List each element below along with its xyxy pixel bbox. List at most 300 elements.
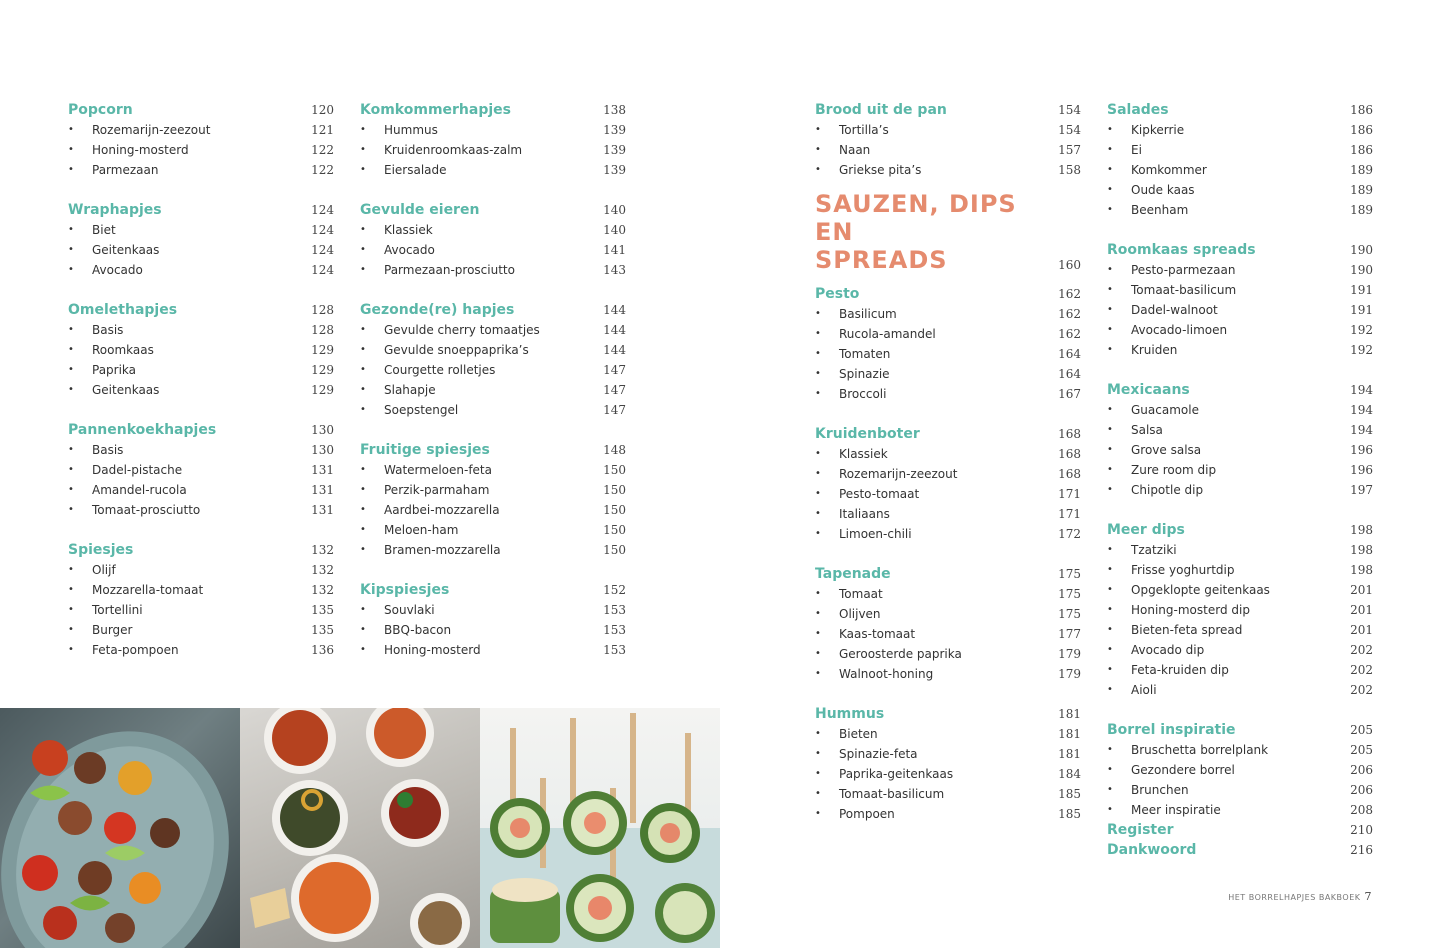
entry-label-wrap xyxy=(815,304,897,324)
entry-page-number: 150 xyxy=(603,543,626,557)
bullet-icon: • xyxy=(815,164,821,175)
bullet-icon: • xyxy=(68,324,74,335)
toc-entry[interactable] xyxy=(1107,340,1373,360)
entry-page-number: 185 xyxy=(1058,787,1081,801)
entry-label: Meer inspiratie xyxy=(1131,803,1221,817)
footer-page-number: 7 xyxy=(1364,890,1372,903)
entry-label-wrap xyxy=(815,484,919,504)
toc-entry[interactable] xyxy=(815,764,1081,784)
entry-label: Tomaat-prosciutto xyxy=(92,503,201,517)
bullet-icon: • xyxy=(360,124,366,135)
bullet-icon: • xyxy=(360,144,366,155)
toc-entry[interactable] xyxy=(68,140,334,160)
section-page-number: 128 xyxy=(311,303,334,317)
toc-entry[interactable] xyxy=(68,220,334,240)
toc-entry[interactable] xyxy=(360,160,626,180)
entry-label: Biet xyxy=(92,223,116,237)
toc-entry[interactable] xyxy=(68,120,334,140)
toc-entry[interactable] xyxy=(815,784,1081,804)
bullet-icon: • xyxy=(1107,184,1113,195)
toc-section-heading[interactable] xyxy=(360,200,626,220)
toc-entry[interactable] xyxy=(360,400,626,420)
section-page-number: 132 xyxy=(311,543,334,557)
entry-page-number: 144 xyxy=(603,323,626,337)
entry-label: Rozemarijn-zeezout xyxy=(92,123,211,137)
entry-page-number: 153 xyxy=(603,623,626,637)
entry-page-number: 121 xyxy=(311,123,334,137)
entry-label: Pesto-parmezaan xyxy=(1131,263,1236,277)
entry-page-number: 122 xyxy=(311,143,334,157)
toc-entry[interactable] xyxy=(815,120,1081,140)
entry-label-wrap xyxy=(1107,760,1235,780)
bullet-icon: • xyxy=(68,124,74,135)
entry-label: Oude kaas xyxy=(1131,183,1195,197)
chapter-heading[interactable] xyxy=(815,190,1081,274)
section-title: Komkommerhapjes xyxy=(360,102,511,118)
toc-section-heading[interactable] xyxy=(360,300,626,320)
entry-label-wrap xyxy=(815,364,890,384)
entry-label: Geitenkaas xyxy=(92,243,160,257)
toc-section xyxy=(815,100,1081,180)
toc-entry[interactable] xyxy=(68,640,334,660)
toc-entry[interactable] xyxy=(815,384,1081,404)
toc-section xyxy=(68,540,334,660)
toc-entry[interactable] xyxy=(360,360,626,380)
entry-label-wrap xyxy=(68,500,200,520)
toc-section-heading[interactable] xyxy=(1107,840,1373,860)
bullet-icon: • xyxy=(1107,404,1113,415)
bullet-icon: • xyxy=(1107,584,1113,595)
toc-entry[interactable] xyxy=(815,504,1081,524)
bullet-icon: • xyxy=(815,448,821,459)
entry-label-wrap xyxy=(1107,780,1189,800)
toc-section xyxy=(68,200,334,280)
toc-entry[interactable] xyxy=(1107,300,1373,320)
entry-page-number: 131 xyxy=(311,483,334,497)
entry-page-number: 147 xyxy=(603,403,626,417)
toc-entry[interactable] xyxy=(1107,260,1373,280)
toc-entry[interactable] xyxy=(1107,320,1373,340)
toc-section xyxy=(1107,820,1373,840)
bullet-icon: • xyxy=(1107,564,1113,575)
entry-page-number: 175 xyxy=(1058,587,1081,601)
entry-page-number: 154 xyxy=(1058,123,1081,137)
bullet-icon: • xyxy=(1107,664,1113,675)
bullet-icon: • xyxy=(815,628,821,639)
entry-label: Komkommer xyxy=(1131,163,1207,177)
toc-entry[interactable] xyxy=(360,220,626,240)
bullet-icon: • xyxy=(360,364,366,375)
photo-strip xyxy=(0,708,720,948)
entry-label-wrap xyxy=(1107,200,1188,220)
entry-label-wrap xyxy=(360,380,436,400)
toc-entry[interactable] xyxy=(68,580,334,600)
toc-entry[interactable] xyxy=(1107,480,1373,500)
toc-section-heading[interactable] xyxy=(360,440,626,460)
toc-entry[interactable] xyxy=(815,464,1081,484)
entry-label-wrap xyxy=(360,500,500,520)
entry-label: Zure room dip xyxy=(1131,463,1217,477)
entry-label-wrap xyxy=(1107,600,1250,620)
toc-section-heading[interactable] xyxy=(1107,100,1373,120)
toc-column-4 xyxy=(1107,100,1373,860)
bullet-icon: • xyxy=(815,808,821,819)
entry-page-number: 184 xyxy=(1058,767,1081,781)
bullet-icon: • xyxy=(360,524,366,535)
section-page-number: 138 xyxy=(603,103,626,117)
toc-entry[interactable] xyxy=(68,460,334,480)
entry-label-wrap xyxy=(1107,620,1242,640)
toc-entry[interactable] xyxy=(360,140,626,160)
toc-entry[interactable] xyxy=(1107,400,1373,420)
entry-label: Beenham xyxy=(1131,203,1189,217)
toc-entry[interactable] xyxy=(360,620,626,640)
entry-label: Avocado xyxy=(92,263,143,277)
toc-section-heading[interactable] xyxy=(1107,240,1373,260)
toc-section xyxy=(68,420,334,520)
entry-page-number: 206 xyxy=(1350,763,1373,777)
entry-label: Tzatziki xyxy=(1131,543,1177,557)
toc-entry[interactable] xyxy=(1107,200,1373,220)
bullet-icon: • xyxy=(68,464,74,475)
toc-entry[interactable] xyxy=(68,340,334,360)
entry-label-wrap xyxy=(1107,660,1229,680)
bullet-icon: • xyxy=(360,604,366,615)
bullet-icon: • xyxy=(1107,344,1113,355)
bullet-icon: • xyxy=(360,504,366,515)
entry-label-wrap xyxy=(360,320,540,340)
section-page-number: 162 xyxy=(1058,287,1081,301)
toc-section-heading[interactable] xyxy=(1107,820,1373,840)
entry-label-wrap xyxy=(815,504,890,524)
entry-label: Mozzarella-tomaat xyxy=(92,583,204,597)
section-page-number: 216 xyxy=(1350,843,1373,857)
toc-entry[interactable] xyxy=(1107,560,1373,580)
entry-page-number: 162 xyxy=(1058,307,1081,321)
toc-entry[interactable] xyxy=(815,324,1081,344)
entry-label-wrap xyxy=(1107,460,1216,480)
bullet-icon: • xyxy=(68,584,74,595)
toc-section-heading[interactable] xyxy=(1107,380,1373,400)
entry-label: Feta-kruiden dip xyxy=(1131,663,1229,677)
chapter-title-line-1: SAUZEN, DIPS EN xyxy=(815,190,1017,246)
entry-label: Salsa xyxy=(1131,423,1163,437)
toc-entry[interactable] xyxy=(1107,540,1373,560)
toc-entry[interactable] xyxy=(815,644,1081,664)
entry-label: Gevulde cherry tomaatjes xyxy=(384,323,540,337)
toc-section xyxy=(815,704,1081,824)
entry-label-wrap xyxy=(1107,740,1268,760)
toc-entry[interactable] xyxy=(1107,460,1373,480)
entry-label-wrap xyxy=(815,444,888,464)
toc-entry[interactable] xyxy=(1107,640,1373,660)
toc-entry[interactable] xyxy=(68,240,334,260)
toc-entry[interactable] xyxy=(1107,760,1373,780)
bullet-icon: • xyxy=(1107,284,1113,295)
entry-label: Parmezaan-prosciutto xyxy=(384,263,515,277)
entry-label-wrap xyxy=(68,380,159,400)
toc-section-heading[interactable] xyxy=(68,100,334,120)
bullet-icon: • xyxy=(1107,144,1113,155)
toc-entry[interactable] xyxy=(815,304,1081,324)
entry-label: Griekse pita’s xyxy=(839,163,922,177)
toc-section-heading[interactable] xyxy=(1107,720,1373,740)
toc-entry[interactable] xyxy=(815,140,1081,160)
entry-page-number: 135 xyxy=(311,603,334,617)
toc-entry[interactable] xyxy=(815,584,1081,604)
entry-label-wrap xyxy=(360,340,529,360)
toc-entry[interactable] xyxy=(360,480,626,500)
toc-entry[interactable] xyxy=(68,600,334,620)
entry-label-wrap xyxy=(1107,320,1227,340)
entry-label: Tomaat-basilicum xyxy=(1131,283,1237,297)
section-title: Roomkaas spreads xyxy=(1107,242,1256,258)
bullet-icon: • xyxy=(68,504,74,515)
toc-entry[interactable] xyxy=(1107,620,1373,640)
toc-section-heading[interactable] xyxy=(815,564,1081,584)
toc-entry[interactable] xyxy=(68,440,334,460)
entry-page-number: 132 xyxy=(311,583,334,597)
toc-section-heading[interactable] xyxy=(68,200,334,220)
toc-entry[interactable] xyxy=(815,160,1081,180)
entry-label: Grove salsa xyxy=(1131,443,1202,457)
toc-entry[interactable] xyxy=(1107,660,1373,680)
entry-page-number: 147 xyxy=(603,383,626,397)
toc-entry[interactable] xyxy=(68,480,334,500)
toc-section-heading[interactable] xyxy=(815,424,1081,444)
toc-entry[interactable] xyxy=(815,444,1081,464)
toc-section-heading[interactable] xyxy=(1107,520,1373,540)
entry-label: Ei xyxy=(1131,143,1142,157)
bullet-icon: • xyxy=(1107,764,1113,775)
section-page-number: 198 xyxy=(1350,523,1373,537)
toc-entry[interactable] xyxy=(360,500,626,520)
toc-entry[interactable] xyxy=(1107,120,1373,140)
entry-label: Olijf xyxy=(92,563,116,577)
toc-entry[interactable] xyxy=(1107,420,1373,440)
toc-entry[interactable] xyxy=(360,260,626,280)
entry-label: Broccoli xyxy=(839,387,887,401)
entry-page-number: 153 xyxy=(603,643,626,657)
entry-label-wrap xyxy=(815,784,944,804)
bullet-icon: • xyxy=(68,164,74,175)
entry-label-wrap xyxy=(360,160,447,180)
toc-entry[interactable] xyxy=(815,804,1081,824)
section-title: Borrel inspiratie xyxy=(1107,722,1236,738)
entry-page-number: 196 xyxy=(1350,443,1373,457)
toc-entry[interactable] xyxy=(1107,780,1373,800)
entry-label-wrap xyxy=(68,480,187,500)
toc-entry[interactable] xyxy=(68,360,334,380)
entry-label-wrap xyxy=(360,480,489,500)
toc-entry[interactable] xyxy=(815,604,1081,624)
toc-entry[interactable] xyxy=(815,624,1081,644)
toc-section-heading[interactable] xyxy=(815,284,1081,304)
entry-page-number: 196 xyxy=(1350,463,1373,477)
toc-entry[interactable] xyxy=(68,260,334,280)
toc-entry[interactable] xyxy=(1107,740,1373,760)
section-title: Gevulde eieren xyxy=(360,202,480,218)
entry-label: Klassiek xyxy=(384,223,433,237)
toc-entry[interactable] xyxy=(360,320,626,340)
section-title: Dankwoord xyxy=(1107,842,1197,858)
toc-entry[interactable] xyxy=(815,524,1081,544)
bullet-icon: • xyxy=(815,648,821,659)
toc-entry[interactable] xyxy=(68,320,334,340)
entry-label: Kaas-tomaat xyxy=(839,627,916,641)
entry-label: Pesto-tomaat xyxy=(839,487,920,501)
entry-label-wrap xyxy=(1107,160,1207,180)
toc-section-heading[interactable] xyxy=(68,420,334,440)
toc-section xyxy=(815,424,1081,544)
entry-label-wrap xyxy=(360,620,451,640)
toc-entry[interactable] xyxy=(1107,280,1373,300)
entry-page-number: 164 xyxy=(1058,367,1081,381)
section-title: Popcorn xyxy=(68,102,133,118)
entry-page-number: 158 xyxy=(1058,163,1081,177)
entry-label-wrap xyxy=(360,400,458,420)
entry-label: Spinazie xyxy=(839,367,890,381)
toc-entry[interactable] xyxy=(1107,160,1373,180)
entry-page-number: 129 xyxy=(311,343,334,357)
entry-label: Spinazie-feta xyxy=(839,747,918,761)
entry-label: Parmezaan xyxy=(92,163,159,177)
entry-label-wrap xyxy=(68,620,133,640)
entry-label-wrap xyxy=(815,764,953,784)
section-page-number: 194 xyxy=(1350,383,1373,397)
bullet-icon: • xyxy=(815,768,821,779)
bullet-icon: • xyxy=(68,364,74,375)
toc-entry[interactable] xyxy=(815,744,1081,764)
bullet-icon: • xyxy=(1107,804,1113,815)
toc-entry[interactable] xyxy=(360,340,626,360)
toc-entry[interactable] xyxy=(815,344,1081,364)
bullet-icon: • xyxy=(68,644,74,655)
bullet-icon: • xyxy=(68,344,74,355)
entry-label-wrap xyxy=(1107,300,1218,320)
entry-label-wrap xyxy=(68,440,123,460)
entry-page-number: 202 xyxy=(1350,683,1373,697)
toc-entry[interactable] xyxy=(815,484,1081,504)
entry-label: Feta-pompoen xyxy=(92,643,179,657)
bullet-icon: • xyxy=(1107,744,1113,755)
toc-entry[interactable] xyxy=(815,364,1081,384)
entry-page-number: 179 xyxy=(1058,667,1081,681)
entry-page-number: 122 xyxy=(311,163,334,177)
entry-label: Gevulde snoeppaprika’s xyxy=(384,343,529,357)
toc-entry[interactable] xyxy=(1107,800,1373,820)
toc-section-heading[interactable] xyxy=(360,100,626,120)
toc-section-heading[interactable] xyxy=(360,580,626,600)
bullet-icon: • xyxy=(68,624,74,635)
toc-entry[interactable] xyxy=(360,460,626,480)
toc-entry[interactable] xyxy=(68,160,334,180)
toc-section-heading[interactable] xyxy=(815,704,1081,724)
entry-label: Souvlaki xyxy=(384,603,435,617)
bullet-icon: • xyxy=(360,544,366,555)
entry-label: Dadel-walnoot xyxy=(1131,303,1218,317)
entry-label: Paprika-geitenkaas xyxy=(839,767,954,781)
bullet-icon: • xyxy=(360,344,366,355)
entry-label-wrap xyxy=(815,344,890,364)
entry-page-number: 140 xyxy=(603,223,626,237)
entry-label-wrap xyxy=(815,140,870,160)
toc-entry[interactable] xyxy=(1107,680,1373,700)
toc-section xyxy=(1107,840,1373,860)
entry-label: Tortellini xyxy=(92,603,143,617)
entry-label-wrap xyxy=(68,220,116,240)
section-title: Gezonde(re) hapjes xyxy=(360,302,515,318)
toc-entry[interactable] xyxy=(68,380,334,400)
toc-entry[interactable] xyxy=(1107,140,1373,160)
toc-entry[interactable] xyxy=(360,600,626,620)
toc-entry[interactable] xyxy=(1107,600,1373,620)
toc-section-heading[interactable] xyxy=(815,100,1081,120)
toc-entry[interactable] xyxy=(360,640,626,660)
photo-dips xyxy=(240,708,480,948)
entry-label-wrap xyxy=(360,460,492,480)
entry-label: Olijven xyxy=(839,607,881,621)
toc-entry[interactable] xyxy=(68,620,334,640)
entry-label-wrap xyxy=(1107,640,1204,660)
entry-label-wrap xyxy=(1107,120,1184,140)
entry-page-number: 190 xyxy=(1350,263,1373,277)
section-page-number: 140 xyxy=(603,203,626,217)
toc-entry[interactable] xyxy=(1107,180,1373,200)
entry-page-number: 124 xyxy=(311,223,334,237)
toc-entry[interactable] xyxy=(1107,580,1373,600)
toc-entry[interactable] xyxy=(1107,440,1373,460)
bullet-icon: • xyxy=(68,244,74,255)
entry-page-number: 181 xyxy=(1058,727,1081,741)
entry-page-number: 150 xyxy=(603,483,626,497)
entry-page-number: 132 xyxy=(311,563,334,577)
entry-label: Opgeklopte geitenkaas xyxy=(1131,583,1270,597)
entry-label: Kipkerrie xyxy=(1131,123,1185,137)
toc-section-heading[interactable] xyxy=(68,300,334,320)
toc-entry[interactable] xyxy=(360,240,626,260)
toc-entry[interactable] xyxy=(360,540,626,560)
entry-label: Burger xyxy=(92,623,133,637)
entry-page-number: 139 xyxy=(603,163,626,177)
entry-label: Tomaat xyxy=(839,587,883,601)
toc-entry[interactable] xyxy=(68,560,334,580)
entry-page-number: 186 xyxy=(1350,123,1373,137)
bullet-icon: • xyxy=(68,144,74,155)
entry-page-number: 189 xyxy=(1350,183,1373,197)
entry-page-number: 150 xyxy=(603,463,626,477)
entry-page-number: 198 xyxy=(1350,543,1373,557)
entry-label: Soepstengel xyxy=(384,403,459,417)
entry-page-number: 168 xyxy=(1058,447,1081,461)
section-page-number: 144 xyxy=(603,303,626,317)
toc-entry[interactable] xyxy=(360,120,626,140)
section-page-number: 175 xyxy=(1058,567,1081,581)
toc-entry[interactable] xyxy=(360,380,626,400)
toc-entry[interactable] xyxy=(360,520,626,540)
toc-entry[interactable] xyxy=(815,724,1081,744)
toc-entry[interactable] xyxy=(815,664,1081,684)
entry-page-number: 185 xyxy=(1058,807,1081,821)
toc-entry[interactable] xyxy=(68,500,334,520)
entry-page-number: 191 xyxy=(1350,303,1373,317)
section-title: Spiesjes xyxy=(68,542,134,558)
entry-label: Italiaans xyxy=(839,507,890,521)
section-page-number: 168 xyxy=(1058,427,1081,441)
toc-section-heading[interactable] xyxy=(68,540,334,560)
entry-label-wrap xyxy=(1107,560,1234,580)
entry-page-number: 194 xyxy=(1350,403,1373,417)
